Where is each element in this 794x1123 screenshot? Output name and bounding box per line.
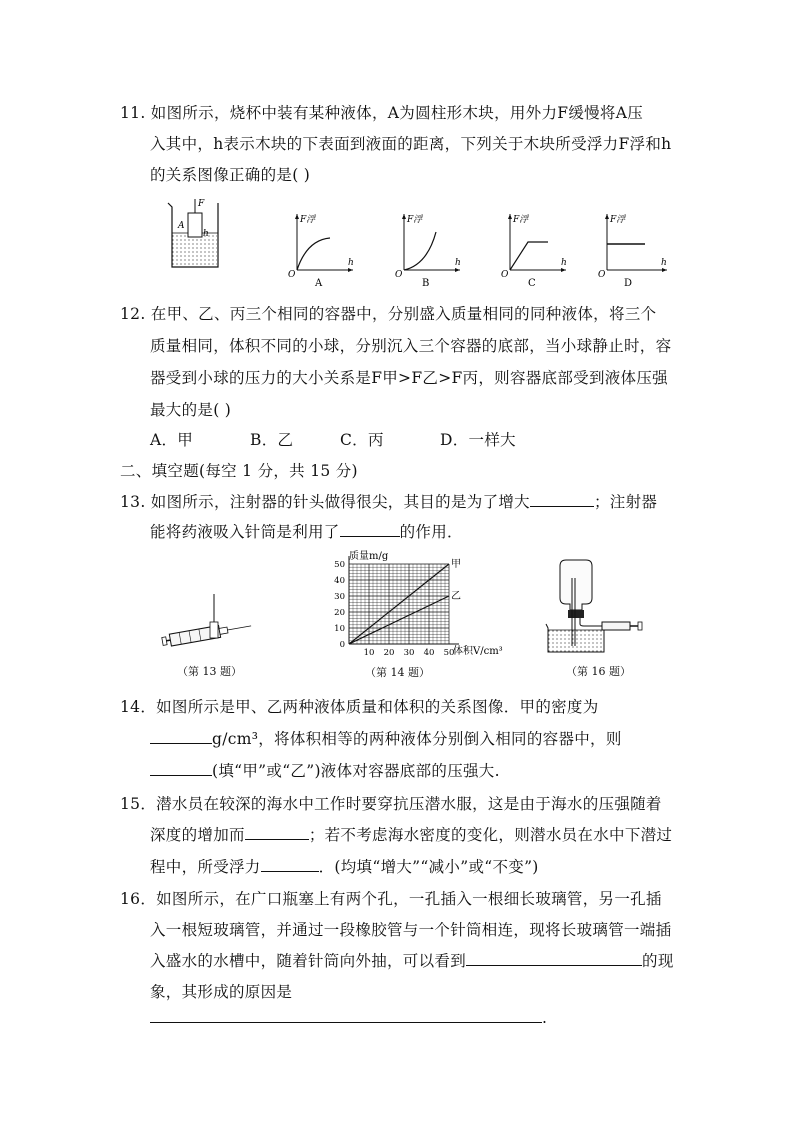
q16-blank-1[interactable]: [466, 951, 642, 966]
q12-line-1: 12. 在甲、乙、丙三个相同的容器中，分别盛入质量相同的同种液体，将三个: [120, 305, 657, 323]
q14-line-3: (填“甲”或“乙”)液体对容器底部的压强大.: [150, 759, 500, 781]
graph-d: [595, 210, 670, 290]
q15-line-3: 程中，所受浮力 ．(均填“增大”“减小”或“不变”): [150, 858, 539, 876]
y-tick-label: 10: [334, 624, 345, 634]
q16-line-2: 入一根短玻璃管，并通过一段橡胶管与一个针筒相连，现将长玻璃管一端插: [150, 921, 672, 939]
beaker-figure: [160, 195, 230, 275]
svg-text:O: O: [395, 270, 403, 280]
q16-line-3: 入盛水的水槽中，随着针筒向外抽，可以看到 的现: [150, 952, 674, 970]
q15-line-2: 深度的增加而 ；若不考虑海水密度的变化，则潜水员在水中下潜过: [150, 826, 673, 844]
q12-choice-d: D．一样大: [440, 431, 516, 449]
graph-b: [392, 210, 462, 290]
svg-text:O: O: [501, 270, 509, 280]
graph-a: [285, 210, 355, 290]
svg-text:h: h: [348, 258, 354, 268]
section-title: 二、填空题(每空 1 分，共 15 分): [120, 462, 358, 480]
y-tick-label: 50: [334, 560, 345, 570]
x-tick-label: 40: [423, 648, 435, 658]
y-tick-label: 30: [334, 592, 345, 602]
syringe-figure: [160, 590, 255, 650]
y-tick-label: 0: [339, 640, 345, 650]
q14-line-2: g/cm³，将体积相等的两种液体分别倒入相同的容器中，则: [150, 727, 622, 749]
q11-line-3: 的关系图像正确的是( ): [150, 166, 311, 184]
q16-line-1: 16．如图所示，在广口瓶塞上有两个孔，一孔插入一根细长玻璃管，另一孔插: [120, 890, 662, 908]
svg-text:O: O: [288, 270, 296, 280]
q12-line-4: 最大的是( ): [150, 401, 232, 419]
q12-choice-a: A．甲: [150, 431, 194, 449]
fig14-caption: （第 14 题）: [365, 666, 430, 679]
chart-x-axis-label: 体积V/cm³: [453, 646, 503, 657]
x-tick-label: 50: [443, 648, 455, 658]
beaker-a-label: A: [178, 221, 185, 231]
fig16-caption: （第 16 题）: [566, 665, 631, 678]
q11-line-1: 11. 如图所示，烧杯中装有某种液体，A为圆柱形木块，用外力F缓慢将A压: [120, 104, 644, 122]
series-label-jia: 甲: [451, 559, 461, 570]
y-tick-label: 20: [334, 608, 345, 618]
q14-line-1: 14．如图所示是甲、乙两种液体质量和体积的关系图像．甲的密度为: [120, 698, 599, 716]
svg-text:O: O: [598, 270, 606, 280]
q12-line-2: 质量相同，体积不同的小球，分别沉入三个容器的底部，当小球静止时，容: [150, 337, 672, 355]
q15-line-1: 15．潜水员在较深的海水中工作时要穿抗压潜水服，这是由于海水的压强随着: [120, 795, 662, 813]
q12-line-3: 器受到小球的压力的大小关系是F甲>F乙>F丙，则容器底部受到液体压强: [150, 369, 668, 387]
q14-blank-2[interactable]: [150, 761, 212, 776]
q14-blank-1[interactable]: [150, 729, 212, 744]
svg-text:F浮: F浮: [513, 215, 529, 225]
svg-text:F浮: F浮: [300, 215, 316, 225]
q16-blank-2[interactable]: [150, 1008, 542, 1023]
svg-text:F浮: F浮: [610, 215, 626, 225]
q14-mass-volume-chart: [325, 550, 515, 662]
q16-line-4: 象，其形成的原因是: [150, 983, 293, 1001]
option-d-label: D: [624, 278, 633, 289]
x-tick-label: 20: [383, 648, 395, 658]
beaker-f-label: F: [198, 199, 205, 209]
fig13-caption: （第 13 题）: [177, 665, 242, 678]
q16-line-5: .: [150, 1008, 547, 1027]
q13-line-1: 13. 如图所示，注射器的针头做得很尖，其目的是为了增大 ；注射器: [120, 493, 658, 511]
chart-y-axis-label: 质量m/g: [349, 551, 389, 562]
option-b-label: B: [422, 278, 430, 289]
q15-blank-1[interactable]: [245, 825, 309, 840]
q13-blank-2[interactable]: [340, 522, 400, 537]
option-a-label: A: [315, 278, 323, 289]
option-c-label: C: [528, 278, 536, 289]
q12-choice-c: C．丙: [340, 431, 384, 449]
bottle-figure: [540, 558, 645, 658]
svg-text:F浮: F浮: [407, 215, 423, 225]
q15-blank-2[interactable]: [261, 857, 319, 872]
q11-line-2: 入其中，h表示木块的下表面到液面的距离，下列关于木块所受浮力F浮和h: [150, 135, 672, 153]
graph-c: [498, 210, 568, 290]
series-line-jia: [349, 564, 449, 644]
y-tick-label: 40: [334, 576, 345, 586]
svg-text:h: h: [455, 258, 461, 268]
series-line-yi: [349, 596, 449, 644]
series-label-yi: 乙: [451, 591, 461, 602]
q13-line-2: 能将药液吸入针筒是利用了 的作用．: [150, 523, 463, 541]
x-tick-label: 30: [403, 648, 415, 658]
x-tick-label: 10: [363, 648, 375, 658]
q12-choice-b: B．乙: [250, 431, 294, 449]
svg-text:h: h: [661, 258, 667, 268]
q13-blank-1[interactable]: [530, 492, 594, 507]
svg-text:h: h: [561, 258, 567, 268]
beaker-h-label: h: [203, 229, 209, 239]
